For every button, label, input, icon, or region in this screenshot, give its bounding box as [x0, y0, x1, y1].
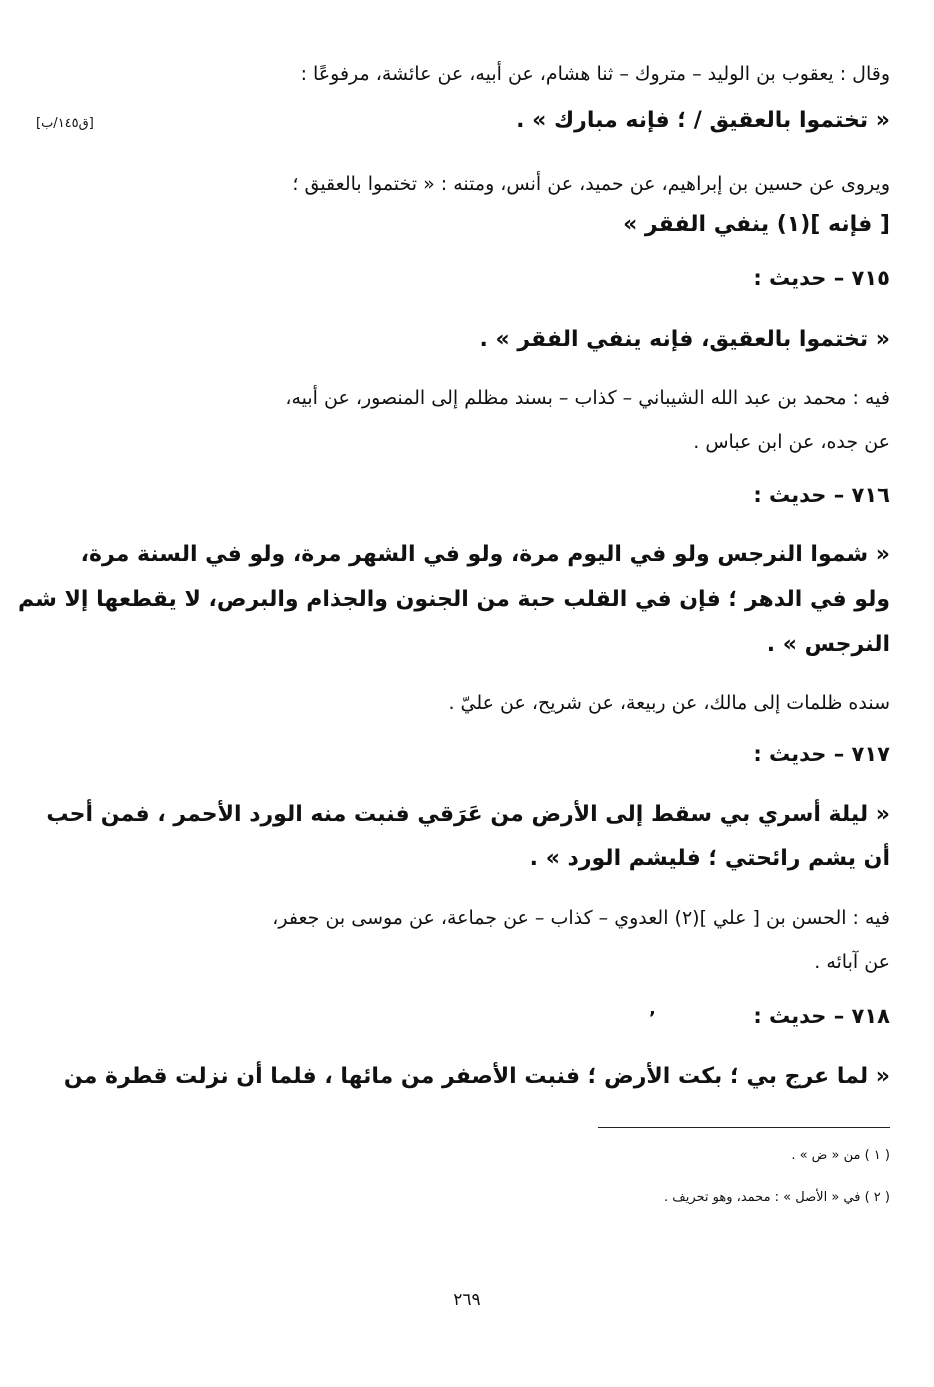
text-line: عن آبائه . — [814, 951, 890, 973]
hadith-heading-716: ٧١٦ – حديث : — [753, 483, 890, 507]
hadith-heading-717: ٧١٧ – حديث : — [753, 742, 890, 766]
hadith-text: « لما عرج بي ؛ بكت الأرض ؛ فنبت الأصفر من مائها ، فلما أن نزلت قطرة من — [63, 1064, 890, 1089]
hadith-heading-715: ٧١٥ – حديث : — [753, 266, 890, 290]
footnote-2: ( ٢ ) في « الأصل » : محمد، وهو تحريف . — [664, 1190, 890, 1205]
stray-mark: ʼ — [649, 1008, 656, 1029]
text-line: وقال : يعقوب بن الوليد – متروك – ثنا هشام، عن أبيه، عن عائشة، مرفوعًا : — [300, 63, 890, 85]
text-line: فيه : محمد بن عبد الله الشيباني – كذاب – بسند مظلم إلى المنصور، عن أبيه، — [285, 387, 890, 409]
text-line: فيه : الحسن بن [ علي ](٢) العدوي – كذاب – عن جماعة، عن موسى بن جعفر، — [272, 907, 890, 929]
footnote-1: ( ١ ) من « ض » . — [791, 1148, 890, 1163]
hadith-text: أن يشم رائحتي ؛ فليشم الورد » . — [529, 846, 890, 871]
hadith-heading-718: ٧١٨ – حديث : — [753, 1004, 890, 1028]
text-line: عن جده، عن ابن عباس . — [693, 431, 890, 453]
hadith-text: النرجس » . — [766, 632, 890, 657]
hadith-text: [ فإنه ](١) ينفي الفقر » — [623, 212, 890, 237]
hadith-text: « ليلة أسري بي سقط إلى الأرض من عَرَقي فنبت منه الورد الأحمر ، فمن أحب — [46, 802, 890, 827]
page-number: ٢٦٩ — [453, 1290, 481, 1310]
footnote-separator — [598, 1127, 890, 1128]
hadith-text: « تختموا بالعقيق / ؛ فإنه مبارك » . — [516, 108, 890, 133]
hadith-text: ولو في الدهر ؛ فإن في القلب حبة من الجنون والجذام والبرص، لا يقطعها إلا شم — [17, 587, 890, 612]
hadith-text: « شموا النرجس ولو في اليوم مرة، ولو في الشهر مرة، ولو في السنة مرة، — [80, 542, 890, 567]
text-line: سنده ظلمات إلى مالك، عن ربيعة، عن شريح، عن عليّ . — [448, 692, 890, 714]
text-line: ويروى عن حسين بن إبراهيم، عن حميد، عن أنس، ومتنه : « تختموا بالعقيق ؛ — [292, 173, 890, 195]
manuscript-folio-note: [ق١٤٥/ب] — [36, 116, 94, 131]
hadith-text: « تختموا بالعقيق، فإنه ينفي الفقر » . — [479, 327, 890, 352]
